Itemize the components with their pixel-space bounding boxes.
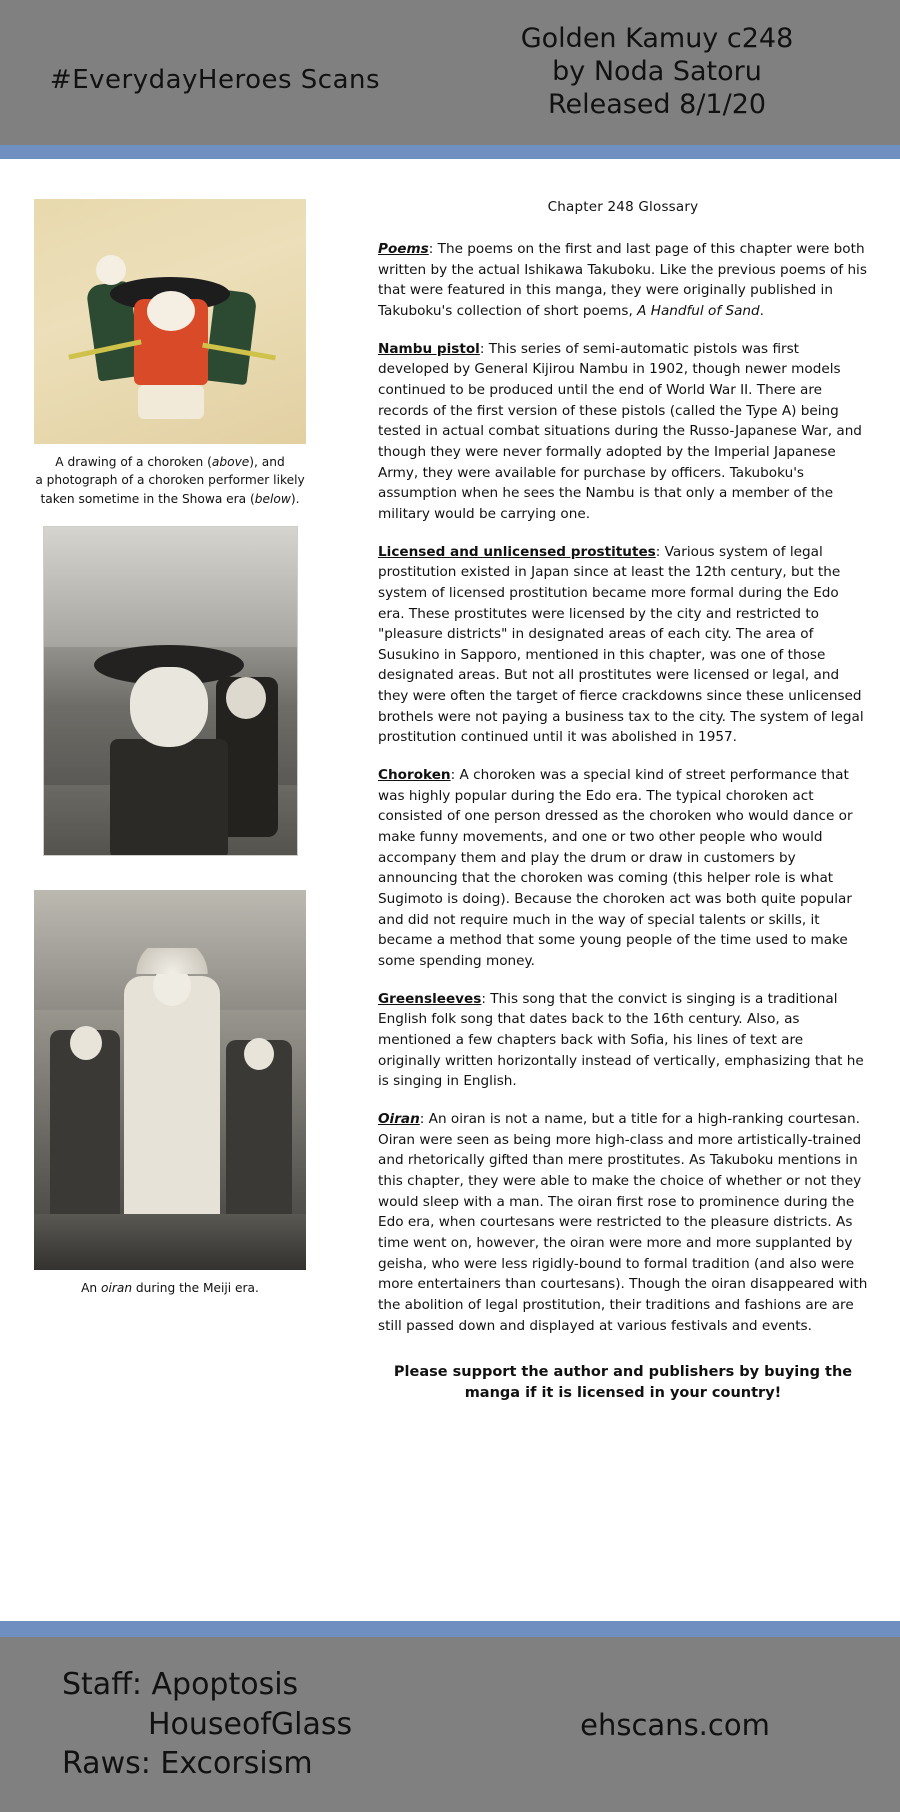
glossary-entry-choroken bbox=[378, 765, 868, 972]
glossary-text-nambu-pistol: : This series of semi-automatic pistols was first developed by General Kijirou Nambu in 1902, though newer models continued to be produced until the end of World War II. There are records of the first version of these pistols (called the Type A) being tested in actual combat situations during the Russo-Japanese War, and though they were never formally adopted by the Imperial Japanese Army, they were available for purchase by officers. Takuboku's assumption when he sees the Nambu is that only a member of the military would be carrying one. bbox=[378, 340, 862, 522]
oiran-figure bbox=[124, 976, 220, 1226]
caption-part-5: ). bbox=[290, 491, 300, 506]
oiran-attendant-left-face bbox=[70, 1026, 102, 1060]
oiran-caption-italic: oiran bbox=[101, 1280, 133, 1295]
glossary-term-prostitutes: Licensed and unlicensed prostitutes bbox=[378, 543, 656, 560]
figure-oiran-photo bbox=[34, 890, 306, 1270]
caption-part-1: A drawing of a choroken ( bbox=[55, 455, 212, 469]
figure-choroken-drawing bbox=[34, 199, 306, 444]
glossary-term-greensleeves: Greensleeves bbox=[378, 990, 482, 1007]
glossary-text-oiran: : An oiran is not a name, but a title for a high-ranking courtesan. Oiran were seen as being more high-class and more artistically-trained and rhetorically gifted than mere prostitutes. As Takuboku mentions in this chapter, they were able to make the choice of whether or not they would sleep with a man. The oiran first rose to prominence during the Edo era, when courtesans were restricted to the pleasure districts. As time went on, however, the oiran were more and more supplanted by geisha, who were less rigidly-bound to formal tradition (and also were more entertainers than courtesans). Though the oiran disappeared with the abolition of legal prostitution, their traditions and fashions are are still passed down and displayed at various festivals and events. bbox=[378, 1110, 868, 1334]
figure-choroken-photo bbox=[34, 526, 306, 856]
photo-background-trees bbox=[44, 527, 297, 647]
chapter-title: Golden Kamuy c248 bbox=[520, 23, 794, 55]
glossary-term-oiran: Oiran bbox=[378, 1110, 420, 1127]
footer-accent-rule bbox=[0, 1621, 900, 1637]
caption-italic-below: below bbox=[254, 491, 291, 506]
glossary-text-prostitutes: : Various system of legal prostitution existed in Japan since at least the 12th century, but the system of licensed prostitution became more formal during the Edo era. These prostitutes were licensed by the city and restricted to "pleasure districts" in designated areas of each city. The area of Susukino in Sapporo, mentioned in this chapter, was one of those designated areas. But not all prostitutes were licensed or legal, and they were often the target of fierce crackdowns since these unlicensed brothels were not paying a business tax to the city. The system of legal prostitution continued until it was abolished in 1957. bbox=[378, 543, 864, 746]
page-content bbox=[0, 159, 900, 1621]
glossary-heading: Chapter 248 Glossary bbox=[547, 199, 699, 215]
scans-group-tag: #EverydayHeroes Scans bbox=[49, 64, 381, 95]
choroken-figure-caption bbox=[34, 453, 306, 508]
drawing-legs bbox=[138, 385, 204, 419]
glossary-entry-prostitutes bbox=[378, 542, 868, 749]
drawing-choroken-face bbox=[147, 291, 195, 331]
oiran-caption-part-1: An bbox=[81, 1280, 102, 1295]
staff-credits bbox=[0, 1665, 470, 1784]
figures-column bbox=[34, 199, 306, 1315]
caption-part-4: taken sometime in the Showa era ( bbox=[40, 491, 255, 506]
page-header bbox=[0, 0, 900, 145]
glossary-term-choroken: Choroken bbox=[378, 767, 451, 784]
oiran-photo-image bbox=[34, 890, 306, 1270]
choroken-photo-image bbox=[43, 526, 298, 856]
oiran-hair-ornaments bbox=[129, 948, 215, 974]
photo-choroken-mask bbox=[130, 667, 208, 747]
caption-part-2: ), and bbox=[249, 455, 285, 469]
raws-line: Raws: Excorsism bbox=[62, 1746, 313, 1782]
staff-line-2: HouseofGlass bbox=[148, 1706, 353, 1742]
staff-line-1: Staff: Apoptosis bbox=[62, 1667, 299, 1703]
glossary-poems-book-title: A Handful of Sand bbox=[637, 302, 760, 319]
oiran-attendant-left bbox=[50, 1030, 120, 1230]
glossary-poems-tail: . bbox=[759, 302, 764, 319]
page-footer bbox=[0, 1637, 900, 1812]
oiran-attendant-right-face bbox=[244, 1038, 274, 1070]
site-link[interactable]: ehscans.com bbox=[580, 1707, 770, 1742]
glossary-term-nambu-pistol: Nambu pistol bbox=[378, 340, 480, 357]
glossary-text-greensleeves: : This song that the convict is singing is a traditional English folk song that dates back to the 16th century. Also, as mentioned a few chapters back with Sofia, his lines of text are originally written horizontally instead of vertically, emphasizing that he is singing in English. bbox=[378, 990, 864, 1090]
glossary-entry-nambu-pistol bbox=[378, 339, 868, 525]
drawing-left-head bbox=[96, 255, 126, 285]
glossary-entry-oiran bbox=[378, 1109, 868, 1336]
glossary-entry-greensleeves bbox=[378, 989, 868, 1092]
glossary-term-poems: Poems bbox=[378, 241, 429, 257]
header-accent-rule bbox=[0, 145, 900, 159]
caption-part-3: a photograph of a choroken performer likely bbox=[35, 473, 305, 488]
oiran-figure-caption bbox=[34, 1279, 306, 1297]
chapter-release-date: Released 8/1/20 bbox=[547, 88, 767, 120]
chapter-author: by Noda Satoru bbox=[552, 56, 762, 88]
support-note: Please support the author and publishers by buying the manga if it is licensed in your country! bbox=[393, 1364, 853, 1402]
oiran-caption-part-2: during the Meiji era. bbox=[132, 1280, 259, 1295]
chapter-header-info bbox=[430, 23, 900, 122]
photo-choroken-body bbox=[110, 739, 228, 856]
glossary-column bbox=[378, 199, 868, 1404]
choroken-drawing-image bbox=[34, 199, 306, 444]
glossary-text-choroken: : A choroken was a special kind of street performance that was highly popular during the Edo era. The typical choroken act consisted of one person dressed as the choroken who would dance or make funny movements, and one or two other people who would accompany them and play the drum or draw in customers by announcing that the choroken was coming (this helper role is what Sugimoto is doing). Because the choroken act was both quite popular and did not require much in the way of special talents or skills, it became a method that some young people of the time used to make some spending money. bbox=[378, 767, 853, 969]
oiran-ground bbox=[34, 1214, 306, 1270]
glossary-entry-poems bbox=[378, 239, 868, 322]
glossary-text-poems: : The poems on the first and last page of this chapter were both written by the actual Ishikawa Takuboku. Like the previous poems of his that were featured in this manga, they were originally published in Takuboku's collection of short poems, bbox=[378, 241, 867, 319]
figure-spacer bbox=[34, 862, 306, 890]
photo-second-performer-mask bbox=[226, 677, 266, 719]
caption-italic-above: above bbox=[211, 455, 250, 469]
